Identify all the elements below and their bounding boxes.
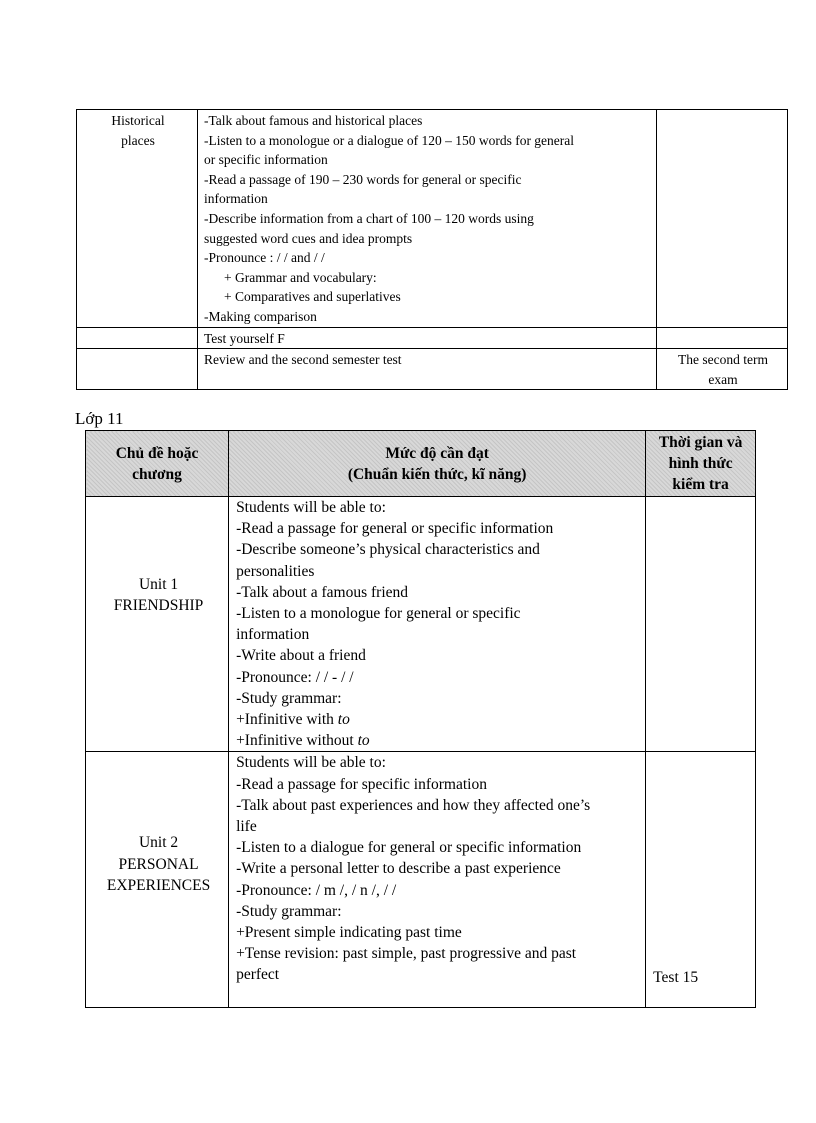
unit-cell bbox=[86, 752, 229, 1008]
unit-line: EXPERIENCES bbox=[106, 876, 211, 894]
unit-line: Unit 2 bbox=[138, 834, 179, 852]
content-line: -Pronounce : / / and / / bbox=[204, 250, 325, 266]
content-line: suggested word cues and idea prompts bbox=[204, 230, 413, 246]
content-line: -Pronounce: / / - / / bbox=[236, 668, 354, 686]
header-line: hình thức bbox=[668, 455, 733, 472]
test-cell bbox=[657, 110, 788, 328]
table-row bbox=[77, 349, 788, 390]
content-line: -Read a passage for general or specific information bbox=[236, 520, 554, 538]
content-line bbox=[236, 730, 641, 751]
test-cell bbox=[646, 497, 756, 752]
inf-without-text: +Infinitive without bbox=[236, 732, 358, 750]
content-line: or specific information bbox=[204, 152, 328, 168]
content-line: +Present simple indicating past time bbox=[236, 924, 462, 942]
content-line: -Study grammar: bbox=[236, 902, 342, 920]
header-row bbox=[86, 431, 756, 497]
content-line: Students will be able to: bbox=[236, 754, 386, 772]
header-topic bbox=[86, 431, 229, 497]
content-line: -Talk about famous and historical places bbox=[204, 113, 423, 128]
content-line: life bbox=[236, 818, 257, 836]
unit-line: Unit 1 bbox=[138, 576, 179, 593]
header-test bbox=[646, 431, 756, 497]
topic-cell bbox=[77, 349, 198, 390]
content-line: -Write a personal letter to describe a past experience bbox=[236, 860, 561, 878]
header-line: Chủ đề hoặc bbox=[115, 444, 199, 462]
content-line: information bbox=[204, 191, 268, 207]
section-title: Lớp 11 bbox=[75, 409, 124, 428]
grade-11-table bbox=[85, 430, 756, 1008]
test-line: The second term bbox=[678, 352, 768, 368]
content-line: Review and the second semester test bbox=[204, 352, 402, 368]
content-line: information bbox=[236, 626, 310, 644]
content-line: Students will be able to: bbox=[236, 499, 386, 516]
topic-line: places bbox=[121, 132, 155, 148]
table-row bbox=[86, 752, 756, 1008]
header-requirement bbox=[229, 431, 646, 497]
content-line: -Talk about past experiences and how they affected one’s bbox=[236, 796, 591, 814]
content-line: +Tense revision: past simple, past progressive and past bbox=[236, 945, 577, 963]
unit-line: PERSONAL bbox=[118, 855, 199, 873]
test-label: Test 15 bbox=[653, 969, 699, 987]
content-line: -Listen to a monologue for general or specific bbox=[236, 605, 521, 623]
test-line: exam bbox=[708, 371, 738, 387]
header-line: Thời gian và bbox=[658, 434, 743, 451]
topic-line: Historical bbox=[111, 113, 165, 128]
content-line: -Study grammar: bbox=[236, 689, 342, 707]
content-line: -Making comparison bbox=[204, 308, 317, 324]
table-row bbox=[77, 327, 788, 349]
test-cell bbox=[657, 349, 788, 390]
content-line: -Read a passage for specific information bbox=[236, 775, 487, 793]
continuation-table bbox=[76, 109, 788, 390]
content-cell bbox=[229, 497, 646, 752]
table-row bbox=[77, 110, 788, 328]
content-line: Test yourself F bbox=[204, 330, 285, 346]
content-line: -Write about a friend bbox=[236, 647, 366, 665]
content-line: personalities bbox=[236, 562, 315, 580]
content-line: -Pronounce: / m /, / n /, / / bbox=[236, 881, 397, 899]
table-row bbox=[86, 497, 756, 752]
to-word: to bbox=[357, 732, 370, 750]
topic-cell bbox=[77, 327, 198, 349]
unit-cell bbox=[86, 497, 229, 752]
header-line: (Chuẩn kiến thức, kĩ năng) bbox=[347, 465, 527, 483]
test-cell bbox=[646, 752, 756, 1008]
content-line: -Describe information from a chart of 100 – 120 words using bbox=[204, 210, 534, 226]
header-line: kiểm tra bbox=[672, 476, 729, 493]
content-line: -Listen to a dialogue for general or specific information bbox=[236, 839, 582, 857]
content-line: -Talk about a famous friend bbox=[236, 583, 409, 601]
header-line: Mức độ cần đạt bbox=[385, 444, 489, 462]
content-line: -Listen to a monologue or a dialogue of 120 – 150 words for general bbox=[204, 132, 575, 148]
topic-cell bbox=[77, 110, 198, 328]
content-line: -Describe someone’s physical characteristics and bbox=[236, 541, 540, 559]
content-line bbox=[236, 709, 641, 730]
content-cell bbox=[198, 327, 657, 349]
content-line: -Read a passage of 190 – 230 words for general or specific bbox=[204, 171, 522, 187]
inf-with-text: +Infinitive with bbox=[236, 711, 338, 729]
unit-line: FRIENDSHIP bbox=[113, 597, 204, 615]
content-line: + Comparatives and superlatives bbox=[224, 289, 401, 305]
content-cell bbox=[198, 349, 657, 390]
to-word: to bbox=[337, 711, 350, 729]
content-cell bbox=[198, 110, 657, 328]
content-cell bbox=[229, 752, 646, 1008]
header-line: chương bbox=[132, 465, 182, 483]
content-line: perfect bbox=[236, 966, 280, 984]
test-cell bbox=[657, 327, 788, 349]
content-line: + Grammar and vocabulary: bbox=[224, 269, 377, 285]
